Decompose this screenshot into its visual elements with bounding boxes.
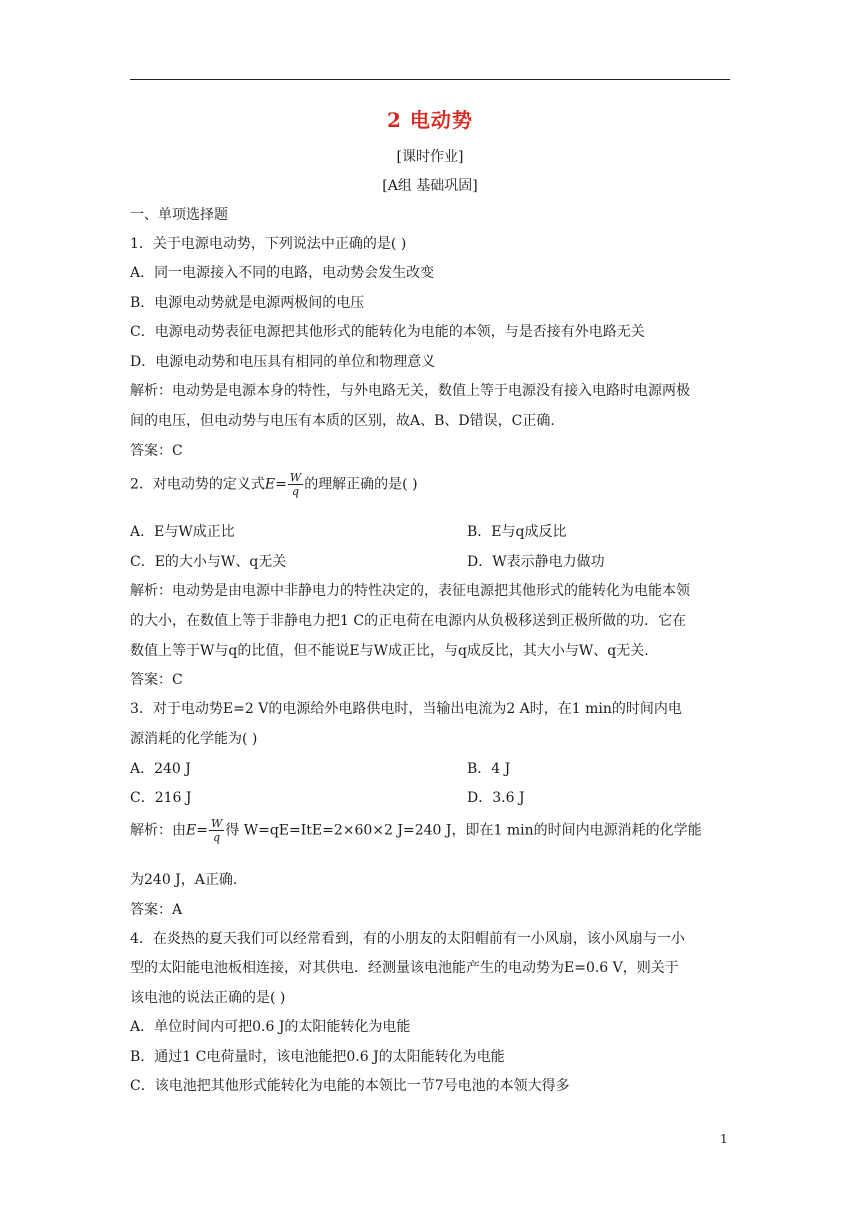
q2-analysis-line2: 的大小，在数值上等于非静电力把1 C的正电荷在电源内从负极移送到正极所做的功．它在 — [130, 613, 687, 629]
q4-option-a: A．单位时间内可把0.6 J的太阳能转化为电能 — [130, 1019, 411, 1035]
q1-answer: 答案：C — [130, 443, 183, 459]
q3-stem-line1: 3．对于电动势E=2 V的电源给外电路供电时，当输出电流为2 A时，在1 min的时间内电 — [130, 701, 682, 717]
q2-stem — [130, 471, 730, 498]
q3-analysis-line1 — [130, 817, 730, 844]
q2-option-b: B．E与q成反比 — [467, 524, 567, 540]
q4-option-b: B．通过1 C电荷量时，该电池能把0.6 J的太阳能转化为电能 — [130, 1049, 505, 1065]
q2-analysis-line3: 数值上等于W与q的比值，但不能说E与W成正比，与q成反比，其大小与W、q无关. — [130, 643, 649, 659]
q2-stem-pre: 2．对电动势的定义式 — [130, 476, 265, 493]
q1-stem: 1．关于电源电动势，下列说法中正确的是( ) — [130, 236, 407, 252]
q1-analysis-line2: 间的电压，但电动势与电压有本质的区别，故A、B、D错误，C正确. — [130, 413, 555, 429]
group-label: [A组 基础巩固] — [382, 178, 478, 194]
page-number: 1 — [720, 1132, 728, 1146]
q3-analysis-pre: 解析：由 — [130, 822, 186, 839]
q3-option-b: B．4 J — [467, 761, 511, 777]
q1-option-a: A．同一电源接入不同的电路，电动势会发生改变 — [130, 265, 435, 281]
q4-stem-line3: 该电池的说法正确的是( ) — [130, 990, 286, 1006]
q3-option-a: A．240 J — [130, 761, 191, 777]
q2-fraction — [288, 471, 303, 498]
header-rule — [130, 79, 730, 80]
q2-analysis-line1: 解析：电动势是由电源中非静电力的特性决定的，表征电源把其他形式的能转化为电能本领 — [130, 583, 690, 599]
q1-option-b: B．电源电动势就是电源两极间的电压 — [130, 295, 365, 311]
q2-stem-E: E= — [264, 476, 287, 493]
q2-stem-post: 的理解正确的是( ) — [304, 476, 418, 493]
q2-frac-den: q — [292, 485, 300, 498]
q3-frac-num: W — [210, 817, 223, 830]
q3-option-d: D．3.6 J — [467, 790, 525, 806]
q3-analysis-line2: 为240 J，A正确. — [130, 872, 238, 888]
q3-analysis-post: 得 W=qE=ItE=2×60×2 J=240 J，即在1 min的时间内电源消耗的化学能 — [225, 822, 702, 839]
q4-stem-line1: 4．在炎热的夏天我们可以经常看到，有的小朋友的太阳帽前有一小风扇，该小风扇与一小 — [130, 931, 685, 947]
q1-analysis-line1: 解析：电动势是电源本身的特性，与外电路无关，数值上等于电源没有接入电路时电源两极 — [130, 383, 690, 399]
q3-answer: 答案：A — [130, 902, 183, 918]
q3-option-c: C．216 J — [130, 790, 192, 806]
q2-option-c: C．E的大小与W、q无关 — [130, 554, 287, 570]
q3-analysis-E: E= — [186, 822, 208, 839]
q1-option-d: D．电源电动势和电压具有相同的单位和物理意义 — [130, 354, 436, 370]
q4-stem-line2: 型的太阳能电池板相连接，对其供电．经测量该电池能产生的电动势为E=0.6 V，则关于 — [130, 960, 679, 976]
q3-stem-line2: 源消耗的化学能为( ) — [130, 731, 258, 747]
q4-option-c: C．该电池把其他形式能转化为电能的本领比一节7号电池的本领大得多 — [130, 1078, 570, 1094]
section-heading: 一、单项选择题 — [130, 207, 228, 223]
page-title: 2 电动势 — [387, 108, 473, 132]
q2-option-a: A．E与W成正比 — [130, 524, 235, 540]
subtitle: [课时作业] — [396, 149, 464, 165]
q2-answer: 答案：C — [130, 672, 183, 688]
q3-frac-den: q — [213, 831, 221, 844]
q3-fraction — [209, 817, 224, 844]
q2-frac-num: W — [289, 471, 302, 484]
q1-option-c: C．电源电动势表征电源把其他形式的能转化为电能的本领，与是否接有外电路无关 — [130, 324, 645, 340]
q2-option-d: D．W表示静电力做功 — [467, 554, 605, 570]
